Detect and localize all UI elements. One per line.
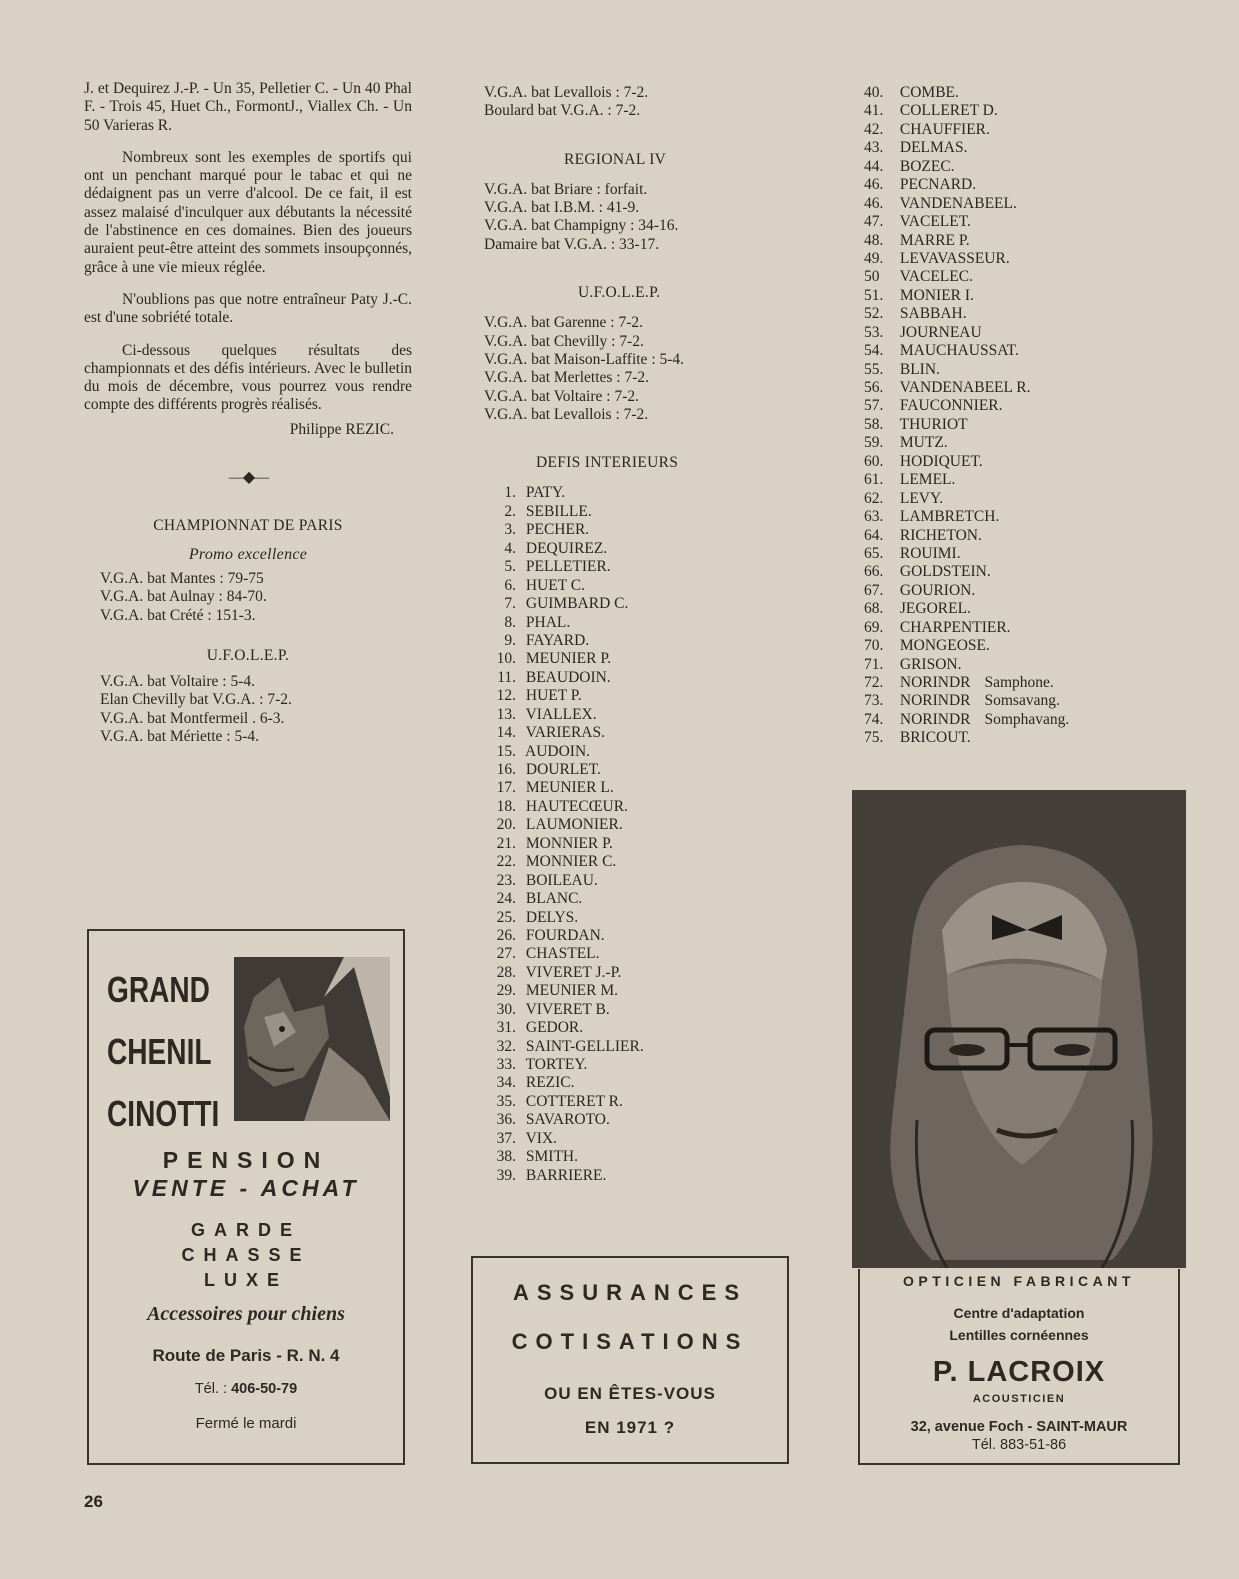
rank-number: 11. bbox=[497, 668, 516, 686]
vente-achat-label: VENTE - ACHAT bbox=[132, 1175, 360, 1201]
assurances-line: ASSURANCES bbox=[512, 1280, 748, 1305]
player-name: NORINDR bbox=[899, 692, 971, 710]
list-item bbox=[864, 305, 1194, 323]
article-paragraph: N'oublions pas que notre entraîneur Paty J.-C. est d'une sobriété totale. bbox=[84, 290, 412, 327]
list-item bbox=[484, 724, 814, 742]
result-line: V.G.A. bat I.B.M. : 41-9. bbox=[484, 199, 640, 217]
list-item bbox=[864, 213, 1194, 231]
rank-number: 7. bbox=[504, 595, 516, 613]
rank-number: 63. bbox=[864, 508, 884, 526]
result-line: Boulard bat V.G.A. : 7-2. bbox=[484, 102, 641, 120]
list-item bbox=[864, 268, 1194, 286]
player-name: VIX. bbox=[525, 1129, 558, 1147]
rank-number: 21. bbox=[496, 834, 516, 852]
result-line: V.G.A. bat Garenne : 7-2. bbox=[484, 314, 643, 332]
player-name: FOURDAN. bbox=[525, 926, 605, 944]
player-name: HUET C. bbox=[525, 576, 586, 594]
player-name: PECNARD. bbox=[899, 176, 977, 194]
chenil-title-line: CHENIL bbox=[107, 1031, 212, 1072]
rank-number: 58. bbox=[864, 415, 884, 433]
rank-number: 31. bbox=[496, 1019, 516, 1037]
rank-number: 28. bbox=[496, 963, 516, 981]
list-item bbox=[864, 121, 1194, 139]
rank-number: 50 bbox=[864, 268, 880, 286]
rank-number: 48. bbox=[864, 231, 884, 249]
rank-number: 72. bbox=[864, 674, 884, 691]
left-column bbox=[84, 80, 412, 768]
right-column bbox=[864, 84, 1194, 748]
service-item: CHASSE bbox=[181, 1245, 311, 1265]
list-item bbox=[864, 582, 1194, 600]
list-item bbox=[484, 632, 814, 650]
rank-number: 40. bbox=[864, 84, 884, 101]
chenil-phone bbox=[89, 1381, 403, 1397]
list-item bbox=[864, 342, 1194, 360]
route-address: Route de Paris - R. N. 4 bbox=[152, 1346, 340, 1365]
championnat-results bbox=[84, 570, 412, 625]
result-line: V.G.A. bat Maison-Laffite : 5-4. bbox=[484, 350, 685, 368]
rank-number: 34. bbox=[496, 1074, 516, 1092]
rank-number: 49. bbox=[864, 249, 884, 267]
list-item bbox=[864, 527, 1194, 545]
player-name: CHAUFFIER. bbox=[899, 120, 990, 138]
player-name: JOURNEAU bbox=[899, 323, 982, 341]
result-line: V.G.A. bat Merlettes : 7-2. bbox=[484, 369, 650, 387]
opticien-ad bbox=[858, 1269, 1180, 1465]
rank-number: 39. bbox=[496, 1166, 516, 1184]
player-name: VANDENABEEL R. bbox=[899, 379, 1031, 396]
player-name: PELLETIER. bbox=[525, 558, 611, 576]
list-item bbox=[864, 656, 1194, 674]
chenil-title-line: CINOTTI bbox=[107, 1093, 220, 1134]
rank-number: 43. bbox=[864, 139, 884, 157]
player-name: MONNIER P. bbox=[525, 834, 613, 852]
result-line: V.G.A. bat Crété : 151-3. bbox=[100, 606, 256, 624]
ufolep-heading: U.F.O.L.E.P. bbox=[578, 284, 661, 302]
rank-number: 38. bbox=[496, 1148, 516, 1166]
list-item bbox=[864, 674, 1194, 692]
player-name: LEVY. bbox=[899, 489, 944, 507]
player-name: BLIN. bbox=[899, 360, 940, 378]
list-item bbox=[484, 835, 814, 853]
championnat-heading: CHAMPIONNAT DE PARIS bbox=[153, 517, 343, 535]
rank-number: 3. bbox=[504, 521, 516, 539]
regional-results bbox=[484, 181, 814, 254]
article-signature: Philippe REZIC. bbox=[289, 420, 394, 438]
rank-number: 15. bbox=[496, 742, 516, 760]
list-item bbox=[864, 471, 1194, 489]
list-item bbox=[484, 1074, 814, 1092]
promo-heading: Promo excellence bbox=[188, 545, 308, 563]
chenil-title-line: GRAND bbox=[107, 969, 210, 1010]
player-name: TORTEY. bbox=[525, 1056, 588, 1074]
player-firstname: Somphavang. bbox=[984, 710, 1070, 728]
defis-list bbox=[484, 484, 814, 1185]
rank-number: 16. bbox=[496, 761, 516, 779]
list-item bbox=[484, 945, 814, 963]
player-name: MONNIER C. bbox=[525, 853, 617, 871]
rank-number: 71. bbox=[864, 655, 884, 673]
result-line: Damaire bat V.G.A. : 33-17. bbox=[484, 235, 660, 253]
list-item bbox=[484, 1038, 814, 1056]
tel-number: 406-50-79 bbox=[231, 1381, 298, 1397]
rank-number: 54. bbox=[864, 342, 884, 360]
year-line: EN 1971 ? bbox=[584, 1418, 676, 1437]
regional-heading: REGIONAL IV bbox=[564, 150, 667, 168]
result-line: V.G.A. bat Briare : forfait. bbox=[484, 180, 648, 198]
list-item bbox=[864, 361, 1194, 379]
list-item bbox=[864, 102, 1194, 120]
rank-number: 37. bbox=[496, 1129, 516, 1147]
rank-number: 66. bbox=[864, 563, 884, 581]
player-name: MONGEOSE. bbox=[899, 637, 990, 655]
player-name: VIALLEX. bbox=[525, 705, 597, 723]
player-name: BRICOUT. bbox=[899, 729, 971, 747]
player-name: SAVAROTO. bbox=[525, 1111, 610, 1129]
rank-number: 65. bbox=[864, 544, 884, 562]
rank-number: 17. bbox=[496, 779, 516, 797]
rank-number: 13. bbox=[496, 705, 516, 723]
services-list bbox=[89, 1218, 403, 1293]
list-item bbox=[484, 521, 814, 539]
player-name: VIVERET B. bbox=[525, 1000, 610, 1018]
opticien-phone: Tél. 883-51-86 bbox=[971, 1437, 1067, 1453]
list-item bbox=[864, 139, 1194, 157]
player-name: LEMEL. bbox=[899, 471, 956, 489]
rank-number: 25. bbox=[496, 908, 516, 926]
rank-number: 12. bbox=[496, 687, 516, 705]
player-name: MONIER I. bbox=[899, 286, 974, 304]
list-item bbox=[864, 397, 1194, 415]
list-item bbox=[864, 619, 1194, 637]
service-item: LUXE bbox=[203, 1270, 288, 1290]
list-item bbox=[484, 743, 814, 761]
list-item bbox=[484, 503, 814, 521]
ufolep-heading: U.F.O.L.E.P. bbox=[206, 646, 290, 664]
list-item bbox=[484, 540, 814, 558]
player-name: HUET P. bbox=[525, 687, 582, 705]
player-name: BOZEC. bbox=[899, 157, 955, 175]
lentilles-label: Lentilles cornéennes bbox=[949, 1327, 1089, 1343]
list-item bbox=[484, 1167, 814, 1185]
player-name: DOURLET. bbox=[525, 761, 601, 779]
list-item bbox=[864, 379, 1194, 397]
player-firstname: Somsavang. bbox=[984, 692, 1060, 710]
rank-number: 4. bbox=[504, 539, 516, 557]
result-line: V.G.A. bat Voltaire : 5-4. bbox=[100, 673, 255, 691]
player-name: COLLERET D. bbox=[899, 102, 998, 120]
rank-number: 46. bbox=[864, 176, 884, 194]
question-line: OU EN ÊTES-VOUS bbox=[544, 1384, 716, 1403]
rank-number: 35. bbox=[496, 1092, 516, 1110]
player-name: MEUNIER P. bbox=[525, 650, 612, 668]
list-item bbox=[484, 1019, 814, 1037]
rank-number: 23. bbox=[496, 871, 516, 889]
rank-number: 53. bbox=[864, 323, 884, 341]
player-name: BOILEAU. bbox=[525, 871, 598, 889]
result-line: Elan Chevilly bat V.G.A. : 7-2. bbox=[100, 691, 292, 709]
rank-number: 73. bbox=[864, 692, 884, 710]
player-name: GRISON. bbox=[899, 655, 962, 673]
player-name: LEVAVASSEUR. bbox=[899, 249, 1010, 267]
diamond-separator-icon: —◆— bbox=[228, 469, 268, 487]
rank-number: 24. bbox=[496, 890, 516, 908]
result-line: V.G.A. bat Voltaire : 7-2. bbox=[484, 387, 639, 405]
list-item bbox=[864, 563, 1194, 581]
player-name: JEGOREL. bbox=[899, 600, 971, 618]
player-name: LAUMONIER. bbox=[525, 816, 623, 834]
player-name: MEUNIER M. bbox=[525, 982, 619, 1000]
list-item bbox=[484, 927, 814, 945]
player-name: PATY. bbox=[525, 484, 566, 502]
tel-label: Tél. : bbox=[194, 1381, 228, 1397]
list-item bbox=[484, 890, 814, 908]
player-name: PECHER. bbox=[525, 521, 590, 539]
player-name: SEBILLE. bbox=[525, 502, 592, 520]
player-name: DELMAS. bbox=[899, 139, 968, 157]
list-item bbox=[864, 637, 1194, 655]
rank-number: 60. bbox=[864, 452, 884, 470]
rank-number: 57. bbox=[864, 397, 884, 415]
article-paragraph: Nombreux sont les exemples de sportifs qui ont un penchant marqué pour le tabac et qui ne dédaignent pas un verre d'alcool. De ce fait, il est assez malaisé d'inculquer aux débutants la nécessité de l'abstinence en ces domaines. Bien des joueurs auraient peut-être atteint des sommets insoupçonnés, grâce à une vie mieux réglée. bbox=[84, 148, 412, 276]
defis-list-continued bbox=[864, 84, 1194, 748]
rank-number: 10. bbox=[496, 650, 516, 668]
defis-heading: DEFIS INTERIEURS bbox=[536, 454, 679, 472]
dog-photo bbox=[234, 957, 390, 1121]
result-line: V.G.A. bat Levallois : 7-2. bbox=[484, 405, 649, 423]
list-item bbox=[864, 287, 1194, 305]
list-item bbox=[864, 490, 1194, 508]
list-item bbox=[484, 706, 814, 724]
player-name: CHARPENTIER. bbox=[899, 618, 1011, 636]
player-name: SABBAH. bbox=[899, 305, 967, 323]
list-item bbox=[864, 508, 1194, 526]
ufolep-results bbox=[84, 673, 412, 746]
list-item bbox=[484, 1001, 814, 1019]
list-item bbox=[864, 195, 1194, 213]
opticien-name: P. LACROIX bbox=[932, 1356, 1106, 1388]
rank-number: 2. bbox=[504, 502, 516, 520]
result-line: V.G.A. bat Mériette : 5-4. bbox=[100, 728, 259, 746]
list-item bbox=[484, 1056, 814, 1074]
player-name: HODIQUET. bbox=[899, 452, 983, 470]
player-name: PHAL. bbox=[525, 613, 571, 631]
player-name: FAYARD. bbox=[525, 631, 590, 649]
player-name: VANDENABEEL. bbox=[899, 194, 1017, 212]
list-item bbox=[864, 232, 1194, 250]
list-item bbox=[484, 650, 814, 668]
player-name: GEDOR. bbox=[525, 1019, 584, 1037]
player-name: THURIOT bbox=[899, 415, 968, 433]
list-item bbox=[484, 669, 814, 687]
player-name: VIVERET J.-P. bbox=[525, 963, 622, 981]
list-item bbox=[484, 872, 814, 890]
rank-number: 52. bbox=[864, 305, 884, 323]
opticien-address: 32, avenue Foch - SAINT-MAUR bbox=[910, 1419, 1128, 1435]
player-name: DEQUIREZ. bbox=[525, 539, 608, 557]
list-item bbox=[484, 577, 814, 595]
result-line: V.G.A. bat Montfermeil . 6-3. bbox=[100, 709, 285, 727]
player-name: RICHETON. bbox=[899, 526, 982, 544]
player-name: VARIERAS. bbox=[525, 724, 605, 742]
list-item bbox=[484, 853, 814, 871]
player-name: NORINDR bbox=[899, 710, 971, 728]
player-name: FAUCONNIER. bbox=[899, 397, 1003, 415]
rank-number: 6. bbox=[504, 576, 516, 594]
player-name: MARRE P. bbox=[899, 231, 970, 249]
rank-number: 9. bbox=[504, 631, 516, 649]
service-item: GARDE bbox=[190, 1220, 301, 1240]
player-name: VACELET. bbox=[899, 213, 971, 231]
list-item bbox=[864, 600, 1194, 618]
rank-number: 32. bbox=[496, 1037, 516, 1055]
list-item bbox=[864, 158, 1194, 176]
accessoires-label: Accessoires pour chiens bbox=[147, 1303, 345, 1325]
list-item bbox=[864, 545, 1194, 563]
rank-number: 75. bbox=[864, 729, 884, 747]
chenil-ad bbox=[87, 929, 405, 1465]
rank-number: 46. bbox=[864, 194, 884, 212]
player-name: REZIC. bbox=[525, 1074, 575, 1092]
list-item bbox=[484, 779, 814, 797]
acousticien-label: ACOUSTICIEN bbox=[972, 1393, 1066, 1405]
rank-number: 64. bbox=[864, 526, 884, 544]
cotisations-line: COTISATIONS bbox=[511, 1329, 749, 1354]
middle-column bbox=[484, 84, 814, 1185]
list-item bbox=[484, 816, 814, 834]
woman-glasses-illustration bbox=[852, 790, 1186, 1268]
result-line: V.G.A. bat Aulnay : 84-70. bbox=[100, 588, 267, 606]
player-name: BARRIERE. bbox=[525, 1166, 607, 1184]
player-name: NORINDR bbox=[899, 674, 971, 691]
rank-number: 70. bbox=[864, 637, 884, 655]
list-item bbox=[864, 84, 1194, 102]
list-item bbox=[484, 558, 814, 576]
player-name: MAUCHAUSSAT. bbox=[899, 342, 1019, 360]
list-item bbox=[484, 595, 814, 613]
closing-day: Fermé le mardi bbox=[195, 1415, 297, 1432]
player-name: BLANC. bbox=[525, 890, 583, 908]
player-name: SMITH. bbox=[525, 1148, 578, 1166]
list-item bbox=[484, 982, 814, 1000]
chenil-title bbox=[107, 959, 219, 1145]
rank-number: 22. bbox=[496, 853, 516, 871]
list-item bbox=[484, 964, 814, 982]
centre-label: Centre d'adaptation bbox=[953, 1305, 1085, 1321]
rank-number: 27. bbox=[496, 945, 516, 963]
list-item bbox=[864, 729, 1194, 747]
list-item bbox=[484, 614, 814, 632]
rank-number: 42. bbox=[864, 120, 884, 138]
rank-number: 62. bbox=[864, 489, 884, 507]
rank-number: 14. bbox=[496, 724, 516, 742]
list-item bbox=[864, 324, 1194, 342]
rank-number: 36. bbox=[496, 1111, 516, 1129]
rank-number: 47. bbox=[864, 213, 884, 231]
list-item bbox=[484, 687, 814, 705]
ufolep-results bbox=[484, 314, 814, 424]
rank-number: 69. bbox=[864, 618, 884, 636]
page-number: 26 bbox=[84, 1492, 103, 1511]
player-name: ROUIMI. bbox=[899, 544, 961, 562]
list-item bbox=[484, 1093, 814, 1111]
article-paragraph: Ci-dessous quelques résultats des championnats et des défis intérieurs. Avec le bulletin du mois de décembre, vous pourrez vous rendre compte des différents progrès réalisés. bbox=[84, 341, 412, 414]
player-name: HAUTECŒUR. bbox=[525, 797, 628, 815]
list-item bbox=[864, 250, 1194, 268]
player-name: SAINT-GELLIER. bbox=[525, 1037, 644, 1055]
top-results bbox=[484, 84, 814, 121]
list-item bbox=[484, 1130, 814, 1148]
list-item bbox=[864, 453, 1194, 471]
player-name: VACELEC. bbox=[899, 268, 973, 286]
rank-number: 67. bbox=[864, 581, 884, 599]
rank-number: 18. bbox=[496, 797, 516, 815]
result-line: V.G.A. bat Levallois : 7-2. bbox=[484, 84, 649, 101]
list-item bbox=[864, 176, 1194, 194]
list-item bbox=[484, 484, 814, 502]
result-line: V.G.A. bat Mantes : 79-75 bbox=[100, 569, 264, 587]
list-item bbox=[864, 416, 1194, 434]
list-item bbox=[484, 909, 814, 927]
list-item bbox=[484, 1111, 814, 1129]
list-item bbox=[484, 1148, 814, 1166]
rank-number: 51. bbox=[864, 286, 884, 304]
opticien-label: OPTICIEN FABRICANT bbox=[903, 1273, 1135, 1289]
player-name: BEAUDOIN. bbox=[525, 668, 611, 686]
player-firstname: Samphone. bbox=[984, 674, 1054, 691]
rank-number: 26. bbox=[496, 926, 516, 944]
rank-number: 8. bbox=[504, 613, 516, 631]
rank-number: 68. bbox=[864, 600, 884, 618]
rank-number: 61. bbox=[864, 471, 884, 489]
rank-number: 33. bbox=[496, 1056, 516, 1074]
player-name: DELYS. bbox=[525, 908, 579, 926]
result-line: V.G.A. bat Chevilly : 7-2. bbox=[484, 332, 644, 350]
list-item bbox=[864, 692, 1194, 710]
rank-number: 29. bbox=[496, 982, 516, 1000]
player-name: GUIMBARD C. bbox=[525, 595, 629, 613]
rank-number: 30. bbox=[496, 1000, 516, 1018]
rank-number: 55. bbox=[864, 360, 884, 378]
list-item bbox=[484, 798, 814, 816]
article-paragraph: J. et Dequirez J.-P. - Un 35, Pelletier C. - Un 40 Phal F. - Trois 45, Huet Ch., FormontJ., Viallex Ch. - Un 50 Varieras R. bbox=[84, 80, 412, 134]
player-name: COTTERET R. bbox=[525, 1092, 623, 1110]
result-line: V.G.A. bat Champigny : 34-16. bbox=[484, 217, 679, 235]
player-name: GOURION. bbox=[899, 581, 976, 599]
rank-number: 44. bbox=[864, 157, 884, 175]
rank-number: 74. bbox=[864, 710, 884, 728]
rank-number: 5. bbox=[504, 558, 516, 576]
rank-number: 1. bbox=[504, 484, 516, 502]
pension-label: PENSION bbox=[162, 1147, 330, 1173]
list-item bbox=[484, 761, 814, 779]
list-item bbox=[864, 711, 1194, 729]
rank-number: 59. bbox=[864, 434, 884, 452]
rank-number: 41. bbox=[864, 102, 884, 120]
player-name: CHASTEL. bbox=[525, 945, 600, 963]
player-name: AUDOIN. bbox=[525, 742, 591, 760]
player-name: GOLDSTEIN. bbox=[899, 563, 991, 581]
player-name: MUTZ. bbox=[899, 434, 948, 452]
player-name: LAMBRETCH. bbox=[899, 508, 1000, 526]
player-name: COMBE. bbox=[899, 84, 959, 101]
rank-number: 20. bbox=[496, 816, 516, 834]
list-item bbox=[864, 434, 1194, 452]
assurances-ad bbox=[471, 1256, 789, 1464]
player-name: MEUNIER L. bbox=[525, 779, 614, 797]
rank-number: 56. bbox=[864, 379, 884, 396]
